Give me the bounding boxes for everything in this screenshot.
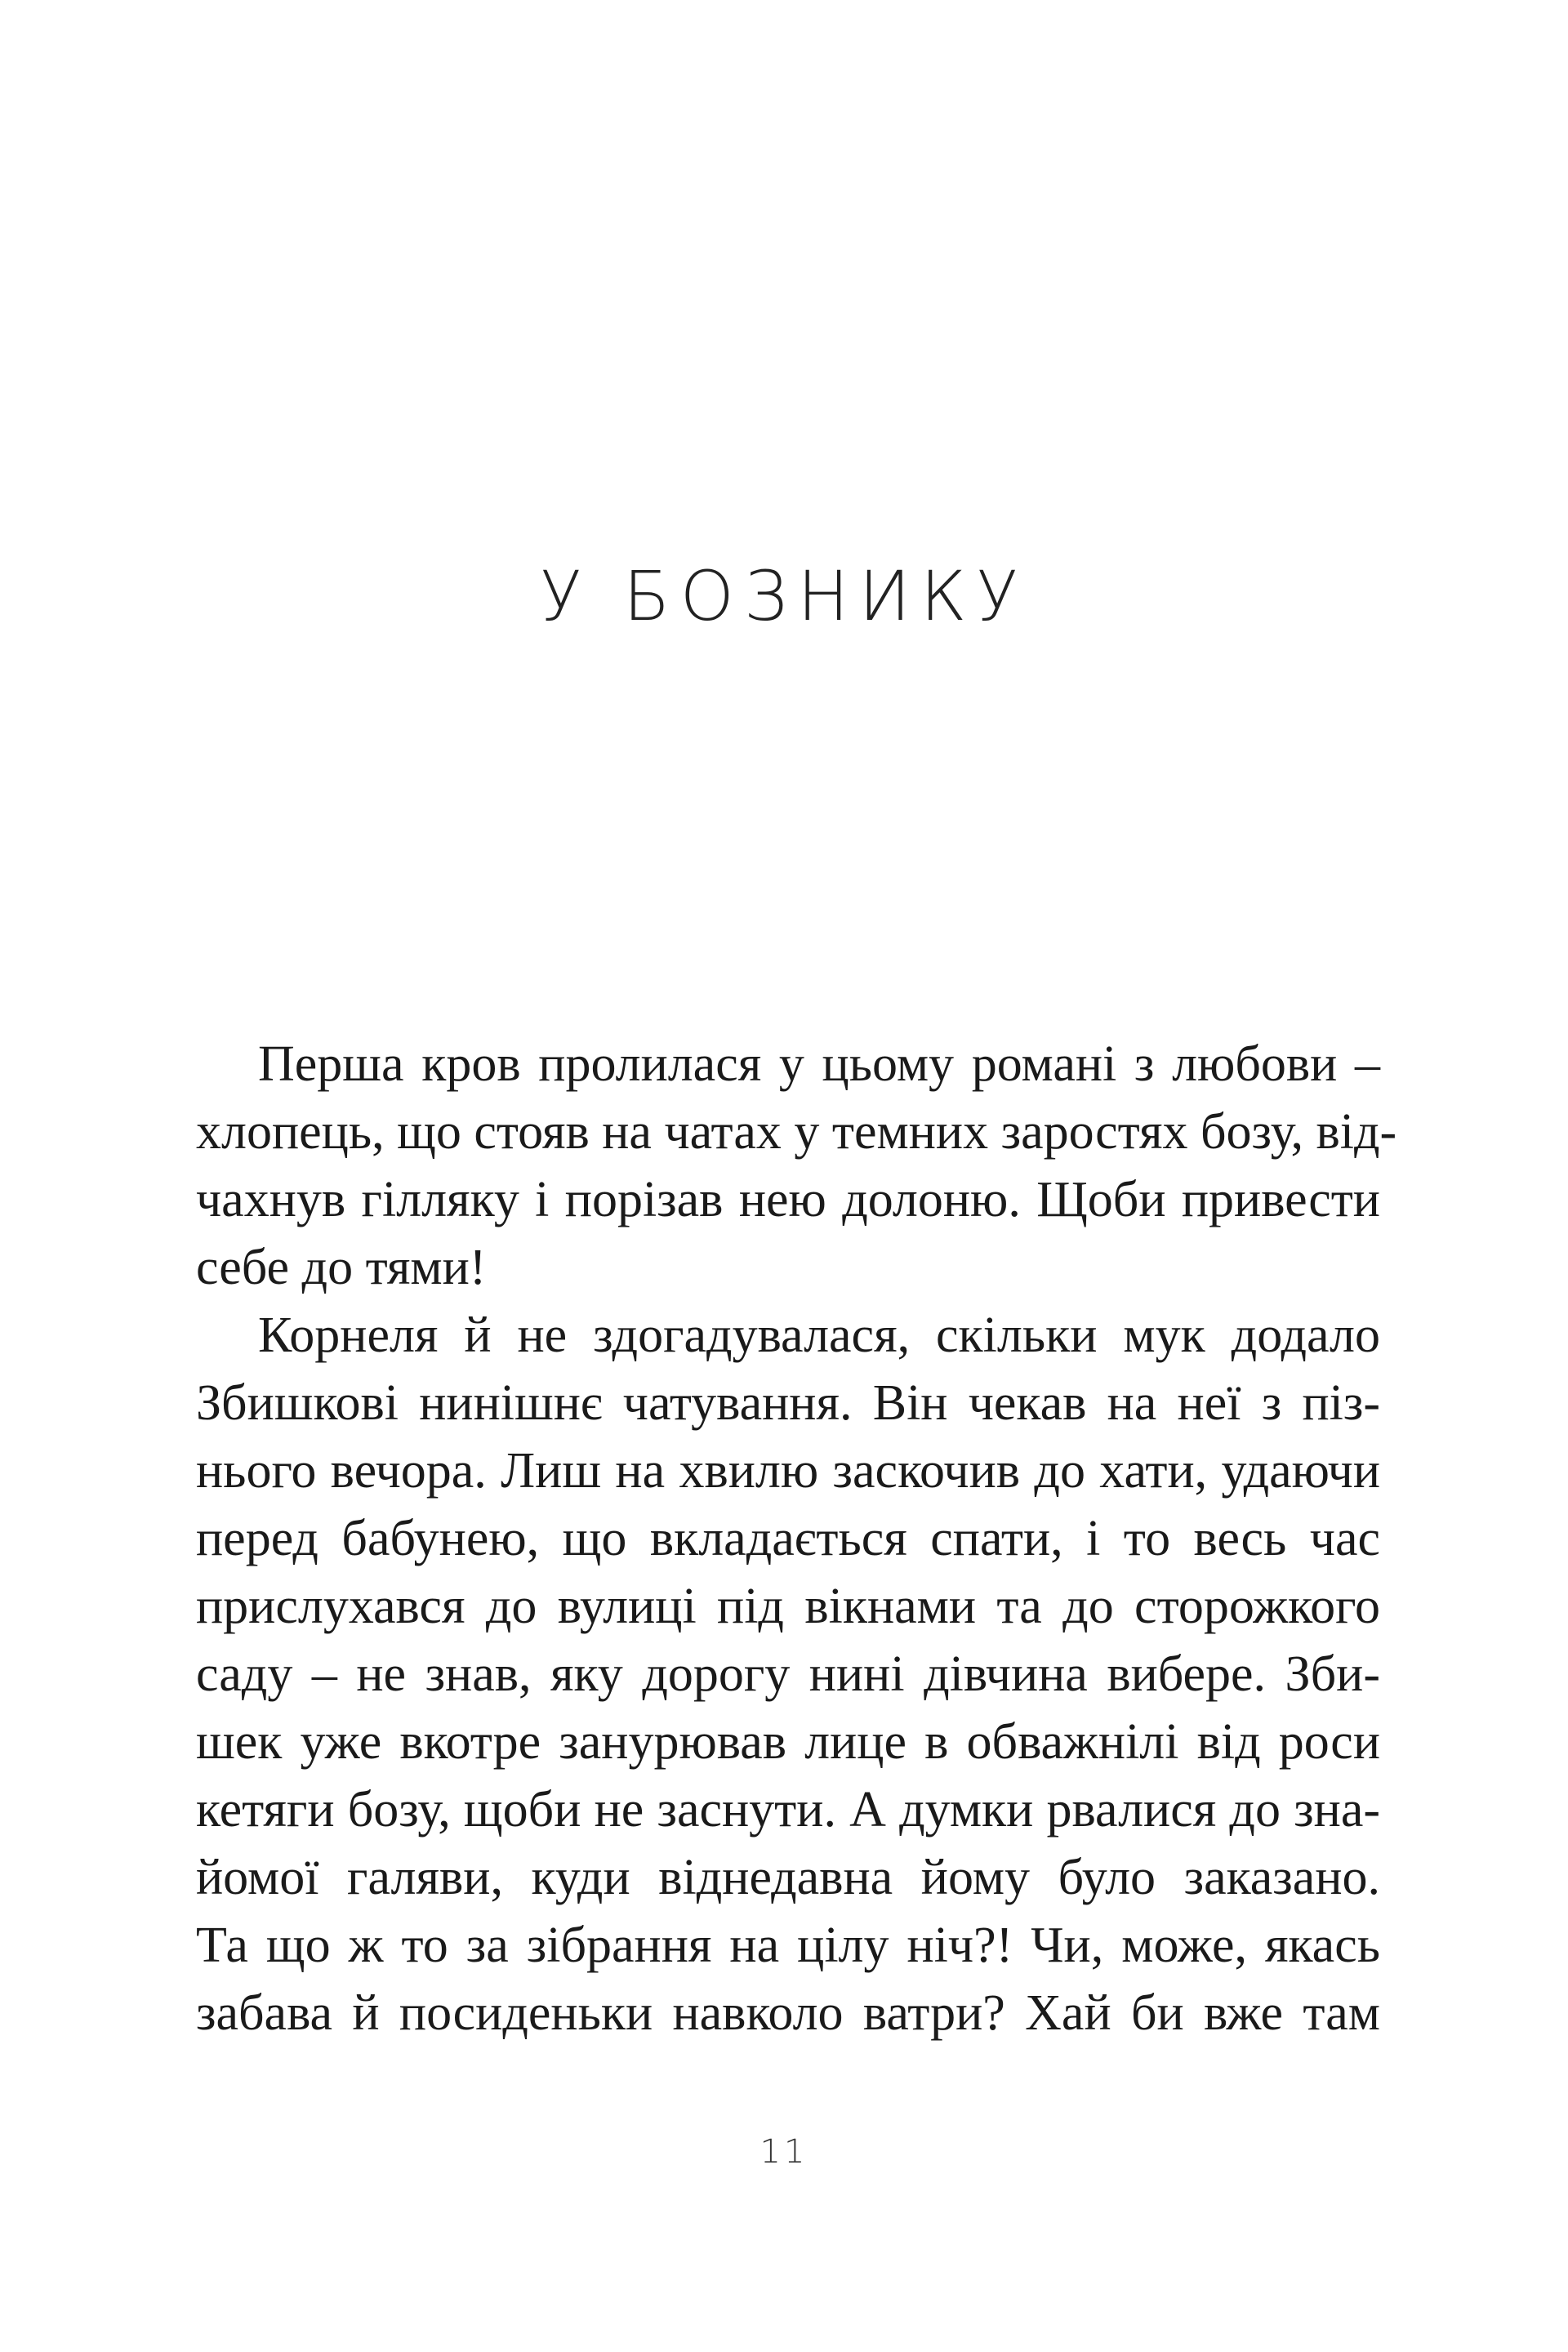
chapter-title: У БОЗНИКУ (540, 556, 1028, 636)
text-line: чахнув гілляку і порізав нею долоню. Щоби привести (196, 1172, 1380, 1227)
paragraph (196, 1302, 1380, 2047)
text-line: Корнеля й не здогадувалася, скільки мук додало (258, 1307, 1380, 1363)
text-line: себе до тями! (196, 1240, 487, 1295)
text-line: саду – не знав, яку дорогу нині дівчина вибере. Зби- (196, 1646, 1380, 1702)
text-line: кетяги бозу, щоби не заснути. А думки рвалися до зна- (196, 1782, 1380, 1838)
paragraph (196, 1031, 1397, 1302)
text-line: нього вечора. Лиш на хвилю заскочив до хати, удаючи (196, 1443, 1380, 1499)
text-line: шек уже вкотре занурював лице в обважнілі від роси (196, 1714, 1380, 1770)
text-line: прислухався до вулиці під вікнами та до сторожкого (196, 1579, 1380, 1634)
text-line: хлопець, що стояв на чатах у темних заростях бозу, від- (196, 1104, 1397, 1160)
body-text (196, 1031, 1397, 2047)
text-line: забава й посиденьки навколо ватри? Хай би вже там (196, 1985, 1380, 2041)
page-number: 11 (760, 2133, 808, 2171)
text-line: Збишкові нинішнє чатування. Він чекав на неї з піз- (196, 1375, 1380, 1431)
text-line: йомої галяви, куди віднедавна йому було заказано. (196, 1850, 1380, 1905)
text-line: перед бабунею, що вкладається спати, і то весь час (196, 1511, 1380, 1566)
text-line: Та що ж то за зібрання на цілу ніч?! Чи, може, якась (196, 1918, 1380, 1973)
text-line: Перша кров пролилася у цьому романі з любови – (258, 1036, 1380, 1092)
